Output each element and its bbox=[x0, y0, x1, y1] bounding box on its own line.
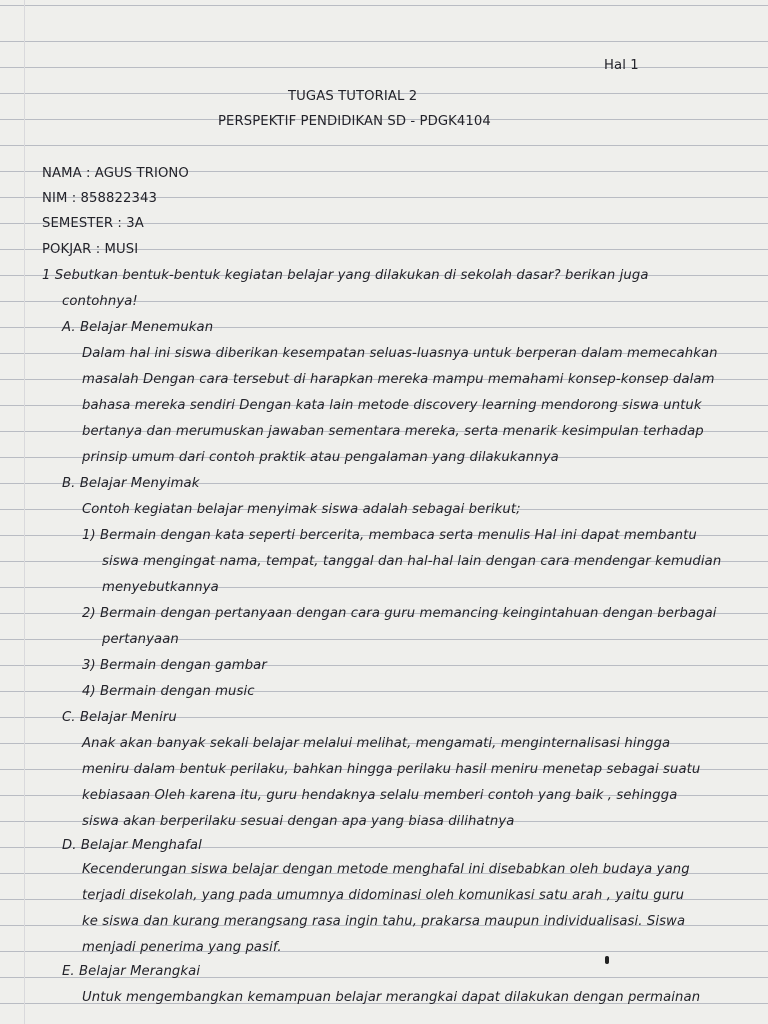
section-a-line: prinsip umum dari contoh praktik atau pengalaman yang dilakukannya bbox=[82, 450, 559, 465]
section-e-heading: E. Belajar Merangkai bbox=[62, 964, 201, 979]
section-c-heading: C. Belajar Meniru bbox=[62, 710, 177, 725]
section-b-line: 4) Bermain dengan music bbox=[82, 684, 255, 699]
section-b-line: 1) Bermain dengan kata seperti bercerita, membaca serta menulis Hal ini dapat membantu bbox=[82, 528, 697, 543]
section-b-intro: Contoh kegiatan belajar menyimak siswa adalah sebagai berikut; bbox=[82, 502, 521, 517]
question-line-2: contohnya! bbox=[62, 294, 138, 309]
section-a-line: masalah Dengan cara tersebut di harapkan mereka mampu memahami konsep-konsep dalam bbox=[82, 372, 715, 387]
section-b-heading: B. Belajar Menyimak bbox=[62, 476, 200, 491]
section-d-line: Kecenderungan siswa belajar dengan metode menghafal ini disebabkan oleh budaya yang bbox=[82, 862, 690, 877]
section-a-line: bahasa mereka sendiri Dengan kata lain metode discovery learning mendorong siswa untuk bbox=[82, 398, 702, 413]
section-e-line: Untuk mengembangkan kemampuan belajar merangkai dapat dilakukan dengan permainan bbox=[82, 990, 701, 1005]
section-d-heading: D. Belajar Menghafal bbox=[62, 838, 202, 853]
section-c-line: meniru dalam bentuk perilaku, bahkan hingga perilaku hasil meniru menetap sebagai suatu bbox=[82, 762, 701, 777]
section-b-line: 2) Bermain dengan pertanyaan dengan cara guru memancing keingintahuan dengan berbagai bbox=[82, 606, 717, 621]
section-a-line: Dalam hal ini siswa diberikan kesempatan seluas-luasnya untuk berperan dalam memecahkan bbox=[82, 346, 718, 361]
student-pokjar: POKJAR : MUSI bbox=[42, 242, 139, 257]
section-b-line: 3) Bermain dengan gambar bbox=[82, 658, 267, 673]
section-d-line: ke siswa dan kurang merangsang rasa ingin tahu, prakarsa maupun individualisasi. Siswa bbox=[82, 914, 686, 929]
ink-dot bbox=[605, 956, 609, 964]
section-c-line: siswa akan berperilaku sesuai dengan apa yang biasa dilihatnya bbox=[82, 814, 515, 829]
student-nim: NIM : 858822343 bbox=[42, 191, 157, 206]
section-a-line: bertanya dan merumuskan jawaban sementara mereka, serta menarik kesimpulan terhadap bbox=[82, 424, 704, 439]
assignment-subtitle: PERSPEKTIF PENDIDIKAN SD - PDGK4104 bbox=[218, 114, 491, 129]
section-d-line: terjadi disekolah, yang pada umumnya didominasi oleh komunikasi satu arah , yaitu guru bbox=[82, 888, 685, 903]
section-c-line: Anak akan banyak sekali belajar melalui melihat, mengamati, menginternalisasi hingga bbox=[82, 736, 671, 751]
section-b-line: menyebutkannya bbox=[102, 580, 219, 595]
section-c-line: kebiasaan Oleh karena itu, guru hendaknya selalu memberi contoh yang baik , sehingga bbox=[82, 788, 678, 803]
question-line-1: 1 Sebutkan bentuk-bentuk kegiatan belajar yang dilakukan di sekolah dasar? berikan juga bbox=[42, 268, 649, 283]
student-name: NAMA : AGUS TRIONO bbox=[42, 166, 189, 181]
assignment-title: TUGAS TUTORIAL 2 bbox=[288, 89, 418, 104]
section-d-line: menjadi penerima yang pasif. bbox=[82, 940, 282, 955]
student-semester: SEMESTER : 3A bbox=[42, 216, 144, 231]
margin-line bbox=[24, 0, 25, 1024]
section-b-line: pertanyaan bbox=[102, 632, 179, 647]
page-number: Hal 1 bbox=[604, 58, 639, 73]
section-a-heading: A. Belajar Menemukan bbox=[62, 320, 214, 335]
section-b-line: siswa mengingat nama, tempat, tanggal dan hal-hal lain dengan cara mendengar kemudian bbox=[102, 554, 722, 569]
